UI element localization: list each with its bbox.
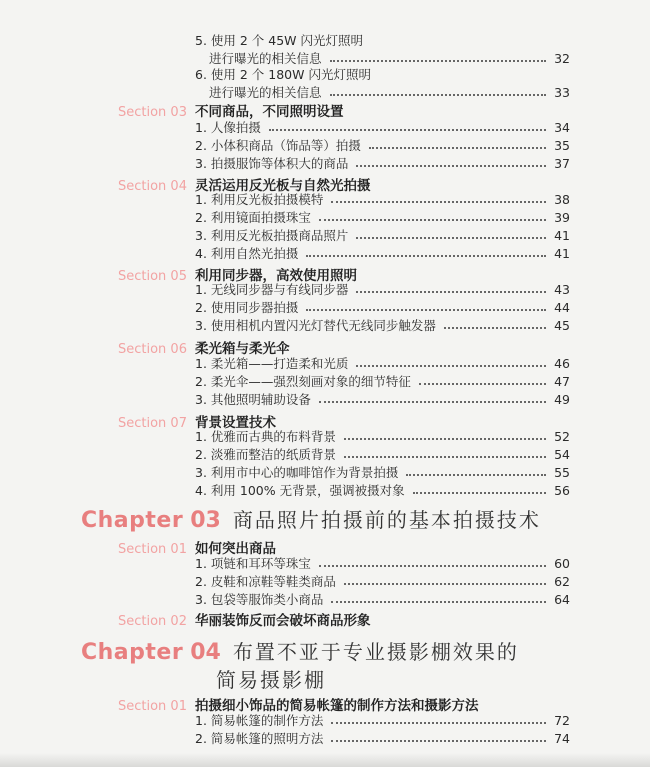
entry-text: 1. 人像拍摄 <box>195 120 261 135</box>
page-number: 43 <box>554 282 570 297</box>
entry-text: 2. 使用同步器拍摄 <box>195 300 299 315</box>
section-label: Section 01 <box>118 542 187 557</box>
entry-text: 1. 简易帐篷的制作方法 <box>195 713 324 728</box>
leader-dots <box>306 255 546 257</box>
leader-dots <box>356 237 546 239</box>
section-label: Section 05 <box>118 269 187 284</box>
leader-dots <box>330 94 546 96</box>
toc-items <box>195 117 570 171</box>
page-number: 35 <box>554 138 570 153</box>
entry-text: 3. 利用市中心的咖啡馆作为背景拍摄 <box>195 465 399 480</box>
page-number: 60 <box>554 556 570 571</box>
entry-text: 1. 柔光箱——打造柔和光质 <box>195 356 349 371</box>
chapter-label: Chapter <box>81 508 184 533</box>
page-number: 38 <box>554 192 570 207</box>
leader-dots <box>356 291 546 293</box>
page-number: 41 <box>554 246 570 261</box>
entry-text: 进行曝光的相关信息 <box>209 85 322 100</box>
entry-text: 4. 利用 100% 无背景，强调被摄对象 <box>195 483 405 498</box>
section-title: 利用同步器，高效使用照明 <box>194 268 357 284</box>
leader-dots <box>269 129 546 131</box>
leader-dots <box>319 565 546 567</box>
page-number: 54 <box>554 447 570 462</box>
section-label: Section 03 <box>118 105 187 120</box>
section-title: 华丽装饰反而会破坏商品形象 <box>194 613 371 629</box>
chapter-number: 03 <box>190 508 221 533</box>
page-number: 56 <box>554 483 570 498</box>
section-title: 如何突出商品 <box>194 541 276 557</box>
entry-text: 2. 利用镜面拍摄珠宝 <box>195 210 311 225</box>
entry-text: 3. 拍摄服饰等体积大的商品 <box>195 156 349 171</box>
entry-text: 3. 使用相机内置闪光灯替代无线同步触发器 <box>195 318 436 333</box>
section-label: Section 04 <box>118 179 187 194</box>
entry-text: 2. 小体积商品（饰品等）拍摄 <box>195 138 361 153</box>
entry-text: 5. 使用 2 个 45W 闪光灯照明 <box>195 33 364 48</box>
chapter-heading <box>81 636 519 665</box>
leader-dots <box>331 722 546 724</box>
leader-dots <box>331 201 546 203</box>
page-number: 44 <box>554 300 570 315</box>
toc-items <box>195 279 570 333</box>
section-title: 灵活运用反光板与自然光拍摄 <box>194 178 371 194</box>
page-number: 39 <box>554 210 570 225</box>
leader-dots <box>413 492 546 494</box>
leader-dots <box>331 740 546 742</box>
leader-dots <box>444 327 546 329</box>
leader-dots <box>406 474 546 476</box>
chapter-number: 04 <box>190 640 221 665</box>
leader-dots <box>306 309 546 311</box>
toc-items <box>195 710 570 746</box>
page-number: 34 <box>554 120 570 135</box>
leader-dots <box>356 365 546 367</box>
leader-dots <box>344 438 546 440</box>
section-title: 不同商品，不同照明设置 <box>194 104 344 120</box>
page-number: 62 <box>554 574 570 589</box>
toc-items <box>195 553 570 607</box>
section-label: Section 07 <box>118 416 187 431</box>
entry-text: 1. 优雅而古典的布料背景 <box>195 429 336 444</box>
section-heading <box>118 609 370 629</box>
page-number: 72 <box>554 713 570 728</box>
entry-text: 6. 使用 2 个 180W 闪光灯照明 <box>195 67 371 82</box>
leader-dots <box>319 219 546 221</box>
toc-items <box>195 426 570 498</box>
section-label: Section 06 <box>118 342 187 357</box>
chapter-label: Chapter <box>81 640 184 665</box>
entry-text: 3. 利用反光板拍摄商品照片 <box>195 228 349 243</box>
section-title: 柔光箱与柔光伞 <box>194 341 290 357</box>
section-label: Section 01 <box>118 699 187 714</box>
section-title: 背景设置技术 <box>194 415 276 431</box>
page-number: 55 <box>554 465 570 480</box>
page-number: 74 <box>554 731 570 746</box>
page-number: 37 <box>554 156 570 171</box>
page-number: 47 <box>554 374 570 389</box>
leader-dots <box>344 456 546 458</box>
entry-text: 3. 包袋等服饰类小商品 <box>195 592 324 607</box>
section-label: Section 02 <box>118 614 187 629</box>
entry-text: 2. 皮鞋和凉鞋等鞋类商品 <box>195 574 336 589</box>
page-number: 46 <box>554 356 570 371</box>
toc-items <box>195 353 570 407</box>
toc-entry <box>195 30 570 66</box>
leader-dots <box>319 401 546 403</box>
page-number: 32 <box>554 51 570 66</box>
page-number: 45 <box>554 318 570 333</box>
entry-text: 进行曝光的相关信息 <box>209 51 322 66</box>
toc-items <box>195 189 570 261</box>
leader-dots <box>419 383 546 385</box>
page-number: 49 <box>554 392 570 407</box>
page-bottom-shadow <box>0 753 650 767</box>
chapter-title-continued: 简易摄影棚 <box>216 668 326 692</box>
section-title: 拍摄细小饰品的简易帐篷的制作方法和摄影方法 <box>194 698 479 714</box>
chapter-title: 布置不亚于专业摄影棚效果的 <box>232 640 519 664</box>
entry-text: 3. 其他照明辅助设备 <box>195 392 311 407</box>
chapter-heading <box>81 504 541 533</box>
entry-text: 2. 淡雅而整洁的纸质背景 <box>195 447 336 462</box>
leader-dots <box>330 60 546 62</box>
entry-text: 4. 利用自然光拍摄 <box>195 246 299 261</box>
entry-text: 2. 简易帐篷的照明方法 <box>195 731 324 746</box>
leader-dots <box>369 147 546 149</box>
leader-dots <box>344 583 546 585</box>
page-number: 64 <box>554 592 570 607</box>
toc-entry <box>195 64 570 100</box>
page-number: 33 <box>554 85 570 100</box>
page-number: 41 <box>554 228 570 243</box>
chapter-title: 商品照片拍摄前的基本拍摄技术 <box>232 508 541 532</box>
leader-dots <box>331 601 546 603</box>
leader-dots <box>356 165 546 167</box>
page-number: 52 <box>554 429 570 444</box>
entry-text: 1. 无线同步器与有线同步器 <box>195 282 349 297</box>
entry-text: 2. 柔光伞——强烈刻画对象的细节特征 <box>195 374 411 389</box>
entry-text: 1. 利用反光板拍摄模特 <box>195 192 324 207</box>
entry-text: 1. 项链和耳环等珠宝 <box>195 556 311 571</box>
